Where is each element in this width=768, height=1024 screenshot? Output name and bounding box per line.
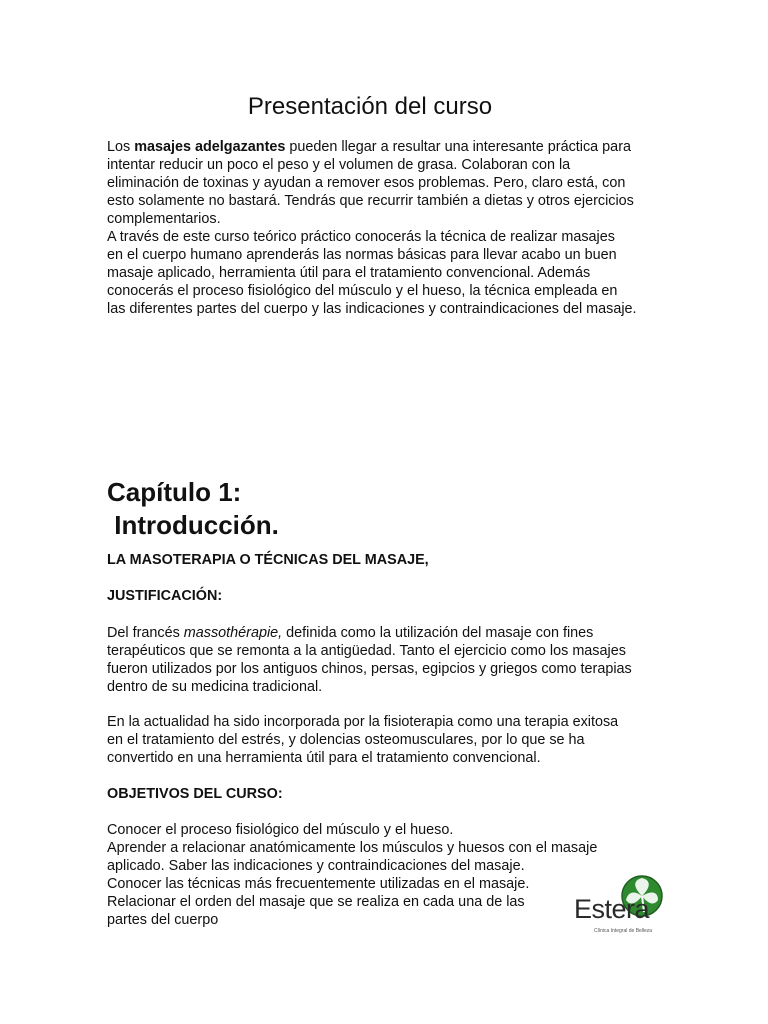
section-heading-objetivos: OBJETIVOS DEL CURSO: [107, 786, 283, 802]
intro-line: complementarios. [107, 211, 221, 227]
intro-line: A través de este curso teórico práctico conocerás la técnica de realizar masajes [107, 229, 615, 245]
logo-name: Estera [574, 894, 650, 924]
objetivo-line: Conocer el proceso fisiológico del músculo y el hueso. [107, 822, 454, 838]
italic-term: massothérapie, [183, 625, 283, 641]
objetivo-line: Aprender a relacionar anatómicamente los músculos y huesos con el masaje [107, 840, 598, 856]
intro-line: en el cuerpo humano aprenderás las normas básicas para llevar acabo un buen [107, 247, 617, 263]
actualidad-line: En la actualidad ha sido incorporada por la fisioterapia como una terapia exitosa [107, 714, 619, 730]
justificacion-line: terapéuticos que se remonta a la antigüedad. Tanto el ejercicio como los masajes [107, 643, 626, 659]
intro-line: intentar reducir un poco el peso y el volumen de grasa. Colaboran con la [107, 157, 571, 173]
bold-term: masajes adelgazantes [134, 139, 286, 155]
logo-subtitle: Clínica Integral de Belleza [594, 928, 653, 934]
section-heading-justificacion: JUSTIFICACIÓN: [107, 588, 223, 604]
clinic-logo [572, 872, 668, 944]
chapter-name: Introducción. [107, 510, 279, 540]
actualidad-paragraph [107, 713, 667, 767]
intro-line: las diferentes partes del cuerpo y las indicaciones y contraindicaciones del masaje. [107, 301, 637, 317]
intro-line: Los masajes adelgazantes pueden llegar a resultar una interesante práctica para [107, 139, 631, 155]
justificacion-paragraph [107, 624, 667, 696]
objetivo-line: partes del cuerpo [107, 912, 219, 928]
justificacion-line: Del francés massothérapie, definida como la utilización del masaje con fines [107, 625, 594, 641]
actualidad-line: convertido en una herramienta útil para el tratamiento convencional. [107, 750, 541, 766]
intro-paragraph [107, 138, 667, 318]
objetivo-line: aplicado. Saber las indicaciones y contraindicaciones del masaje. [107, 858, 525, 874]
intro-line: conocerás el proceso fisiológico del músculo y el hueso, la técnica empleada en [107, 283, 618, 299]
chapter-title [107, 476, 279, 542]
intro-line: esto solamente no bastará. Tendrás que recurrir también a dietas y otros ejercicios [107, 193, 634, 209]
actualidad-line: en el tratamiento del estrés, y dolencias osteomusculares, por lo que se ha [107, 732, 585, 748]
intro-line: masaje aplicado, herramienta útil para el tratamiento convencional. Además [107, 265, 591, 281]
justificacion-line: fueron utilizados por los antiguos chinos, persas, egipcios y griegos como terapias [107, 661, 632, 677]
chapter-number: Capítulo 1: [107, 477, 242, 507]
section-heading-masoterapia: LA MASOTERAPIA O TÉCNICAS DEL MASAJE, [107, 552, 429, 568]
objetivo-line: Conocer las técnicas más frecuentemente utilizadas en el masaje. [107, 876, 530, 892]
intro-line: eliminación de toxinas y ayudan a remover esos problemas. Pero, claro está, con [107, 175, 626, 191]
justificacion-line: dentro de su medicina tradicional. [107, 679, 323, 695]
objetivo-line: Relacionar el orden del masaje que se realiza en cada una de las [107, 894, 525, 910]
course-title: Presentación del curso [247, 93, 493, 120]
